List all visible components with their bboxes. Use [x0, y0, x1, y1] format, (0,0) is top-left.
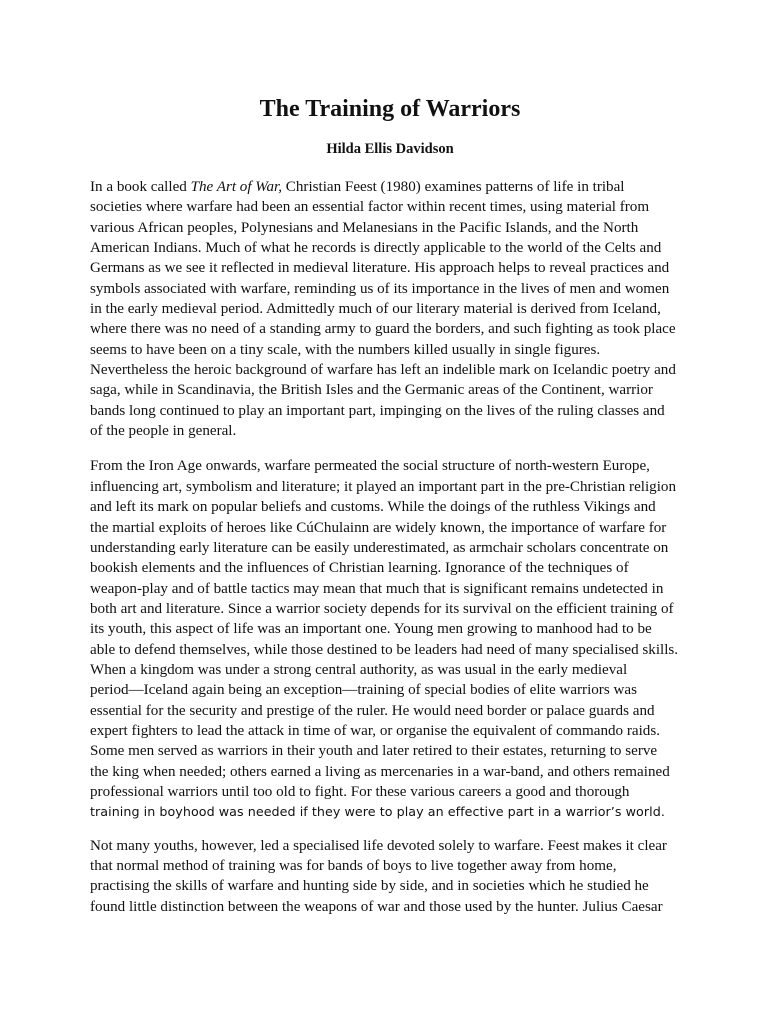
book-title-italic: The Art of War, — [190, 179, 283, 195]
text-line: and left its mark on popular beliefs and customs. While the doings of the ruthless Vikings and — [90, 499, 656, 516]
text-line: where there was no need of a standing army to guard the borders, and such fighting as took place — [90, 321, 676, 338]
text-run: In a book called — [90, 179, 191, 195]
text-line: both art and literature. Since a warrior society depends for its survival on the efficient training of — [90, 600, 674, 617]
document-author: Hilda Ellis Davidson — [326, 141, 454, 157]
text-line: Germans as we see it reflected in medieval literature. His approach helps to reveal practices and — [90, 260, 670, 277]
text-line: period—Iceland again being an exception—training of special bodies of elite warriors was — [90, 682, 637, 699]
paragraph-1-line-1 — [90, 177, 690, 197]
text-line: that normal method of training was for bands of boys to live together away from home, — [90, 858, 617, 874]
text-run: Christian Feest (1980) examines patterns of life in tribal — [282, 179, 625, 195]
text-line: the martial exploits of heroes like CúChulainn are widely known, the importance of warfare for — [90, 519, 667, 536]
text-line: the king when needed; others earned a living as mercenaries in a war-band, and others remained — [90, 763, 670, 780]
text-line: able to defend themselves, while those destined to be leaders had need of many specialised skills. — [90, 641, 679, 658]
text-line: Not many youths, however, led a specialised life devoted solely to warfare. Feest makes it clear — [90, 837, 667, 854]
text-line: When a kingdom was under a strong central authority, as was usual in the early medieval — [90, 661, 628, 678]
text-line: of the people in general. — [90, 423, 237, 440]
text-line: its youth, this aspect of life was an important one. Young men growing to manhood had to be — [90, 621, 652, 638]
paragraph-2 — [90, 456, 690, 822]
text-line: Some men served as warriors in their youth and later retired to their estates, returning to serve — [90, 743, 658, 760]
text-line: symbols associated with warfare, reminding us of its importance in the lives of men and women — [90, 280, 670, 297]
paragraph-3 — [90, 836, 690, 917]
text-line: influencing art, symbolism and literature; it played an important part in the pre-Christian religion — [90, 478, 676, 495]
text-line: expert fighters to lead the attack in time of war, or organise the equivalent of commando raids. — [90, 722, 660, 739]
paragraph-1 — [90, 177, 690, 441]
text-line: societies where warfare had been an essential factor within recent times, using material from — [90, 199, 650, 216]
text-line: seems to have been on a tiny scale, with the numbers killed usually in single figures. — [90, 341, 601, 358]
document-page — [90, 92, 690, 917]
text-line-alt-font: training in boyhood was needed if they were to play an effective part in a warrior’s world. — [90, 804, 665, 820]
text-line: American Indians. Much of what he records is directly applicable to the world of the Celts and — [90, 240, 662, 257]
document-title: The Training of Warriors — [259, 96, 521, 122]
text-line: understanding early literature can be easily underestimated, as armchair scholars concentrate on — [90, 539, 669, 556]
text-line: various African peoples, Polynesians and Melanesians in the Pacific Islands, and the North — [90, 219, 639, 236]
text-line: saga, while in Scandinavia, the British Isles and the Germanic areas of the Continent, warrior — [90, 382, 653, 399]
text-line: found little distinction between the weapons of war and those used by the hunter. Julius Caesar — [90, 898, 663, 915]
text-line: weapon-play and of battle tactics may mean that much that is significant remains undetected in — [90, 580, 664, 597]
text-line: in the early medieval period. Admittedly much of our literary material is derived from Iceland, — [90, 301, 661, 318]
text-line: From the Iron Age onwards, warfare permeated the social structure of north-western Europe, — [90, 458, 650, 475]
text-line: professional warriors until too old to fight. For these various careers a good and thorough — [90, 783, 630, 800]
text-line: practising the skills of warfare and hunting side by side, and in societies which he studied he — [90, 878, 649, 895]
text-line: essential for the security and prestige of the ruler. He would need border or palace guards and — [90, 702, 655, 719]
text-line: bands long continued to play an important part, impinging on the lives of the ruling classes and — [90, 402, 665, 419]
text-line: Nevertheless the heroic background of warfare has left an indelible mark on Icelandic poetry and — [90, 362, 676, 379]
text-line: bookish elements and the influences of Christian learning. Ignorance of the techniques of — [90, 560, 629, 577]
